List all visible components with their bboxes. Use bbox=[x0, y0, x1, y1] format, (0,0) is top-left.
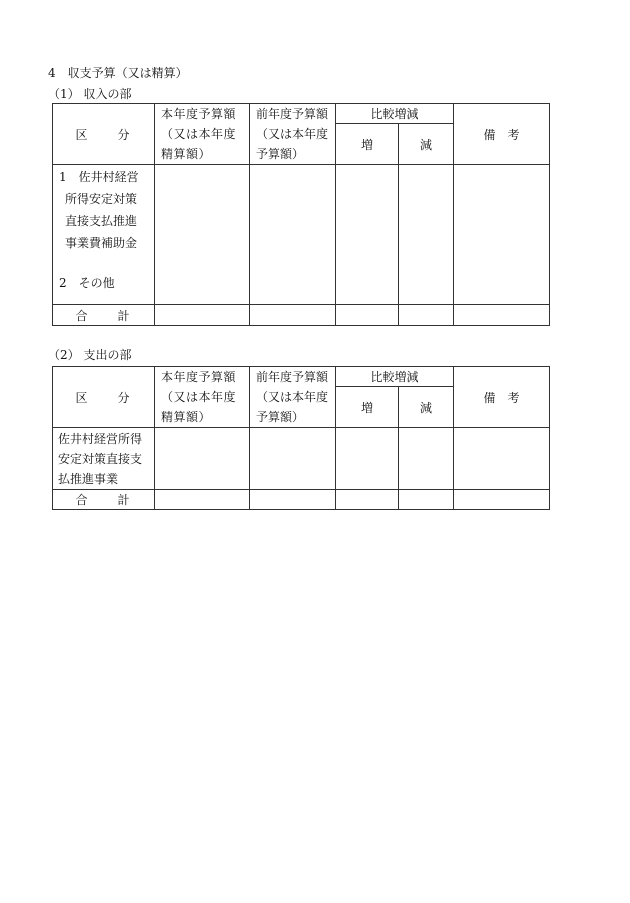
expense-header-category: 区 分 bbox=[53, 367, 155, 428]
expense-item-previous-cell[interactable] bbox=[250, 428, 336, 490]
income-section-title: （1） 収入の部 bbox=[48, 87, 132, 101]
expense-header-remarks: 備 考 bbox=[454, 367, 550, 428]
income-header-previous-line1: 前年度予算額 bbox=[256, 107, 329, 121]
income-header-remarks: 備 考 bbox=[454, 104, 550, 165]
income-item-1-line3: 直接支払推進 bbox=[65, 214, 138, 228]
expense-header-previous-line2: （又は本年度 bbox=[256, 390, 329, 404]
income-items-increase-cell[interactable] bbox=[336, 165, 399, 305]
income-total-decrease-cell[interactable] bbox=[399, 305, 454, 326]
income-total-increase-cell[interactable] bbox=[336, 305, 399, 326]
income-items-cell bbox=[53, 165, 155, 305]
income-items-current-cell[interactable] bbox=[155, 165, 250, 305]
expense-item-line3: 払推進事業 bbox=[58, 472, 119, 486]
expense-total-current-cell[interactable] bbox=[155, 490, 250, 510]
expense-header-previous-line3: 予算額） bbox=[256, 410, 305, 424]
expense-item-cell bbox=[53, 428, 155, 490]
income-total-label: 合 計 bbox=[53, 305, 155, 326]
income-item-1-line4: 事業費補助金 bbox=[65, 236, 138, 250]
income-header-decrease: 減 bbox=[399, 124, 454, 165]
income-header-comparison: 比較増減 bbox=[336, 104, 454, 124]
income-item-2-line1: 2 その他 bbox=[59, 276, 115, 290]
income-total-previous-cell[interactable] bbox=[250, 305, 336, 326]
income-header-current-line3: 精算額） bbox=[161, 147, 212, 161]
expense-total-remarks-cell[interactable] bbox=[454, 490, 550, 510]
income-header-current-line1: 本年度予算額 bbox=[161, 107, 237, 121]
income-header-category: 区 分 bbox=[53, 104, 155, 165]
expense-header-increase: 増 bbox=[336, 387, 399, 428]
expense-total-label: 合 計 bbox=[53, 490, 155, 510]
expense-header-current bbox=[155, 367, 250, 428]
income-total-current-cell[interactable] bbox=[155, 305, 250, 326]
income-header-previous-line2: （又は本年度 bbox=[256, 127, 329, 141]
expense-item-decrease-cell[interactable] bbox=[399, 428, 454, 490]
expense-total-decrease-cell[interactable] bbox=[399, 490, 454, 510]
income-total-remarks-cell[interactable] bbox=[454, 305, 550, 326]
section-title: 4 収支予算（又は精算） bbox=[48, 66, 188, 80]
income-header-previous bbox=[250, 104, 336, 165]
expense-item-increase-cell[interactable] bbox=[336, 428, 399, 490]
income-items-previous-cell[interactable] bbox=[250, 165, 336, 305]
income-header-previous-line3: 予算額） bbox=[256, 147, 305, 161]
income-items-decrease-cell[interactable] bbox=[399, 165, 454, 305]
expense-item-current-cell[interactable] bbox=[155, 428, 250, 490]
income-header-increase: 増 bbox=[336, 124, 399, 165]
expense-header-previous bbox=[250, 367, 336, 428]
expense-total-previous-cell[interactable] bbox=[250, 490, 336, 510]
expense-header-current-line1: 本年度予算額 bbox=[161, 370, 237, 384]
expense-header-current-line3: 精算額） bbox=[161, 410, 212, 424]
income-item-1-line2: 所得安定対策 bbox=[65, 192, 138, 206]
expense-header-decrease: 減 bbox=[399, 387, 454, 428]
expense-header-comparison: 比較増減 bbox=[336, 367, 454, 387]
expense-item-line1: 佐井村経営所得 bbox=[58, 432, 143, 446]
expense-item-line2: 安定対策直接支 bbox=[58, 452, 143, 466]
expense-total-increase-cell[interactable] bbox=[336, 490, 399, 510]
expense-header-previous-line1: 前年度予算額 bbox=[256, 370, 329, 384]
income-header-current bbox=[155, 104, 250, 165]
expense-section-title: （2） 支出の部 bbox=[48, 348, 132, 362]
expense-table bbox=[52, 366, 550, 510]
income-table bbox=[52, 103, 550, 326]
income-items-remarks-cell[interactable] bbox=[454, 165, 550, 305]
income-item-1-line1: 1 佐井村経営 bbox=[59, 170, 139, 184]
expense-header-current-line2: （又は本年度 bbox=[161, 390, 237, 404]
expense-item-remarks-cell[interactable] bbox=[454, 428, 550, 490]
income-header-current-line2: （又は本年度 bbox=[161, 127, 237, 141]
